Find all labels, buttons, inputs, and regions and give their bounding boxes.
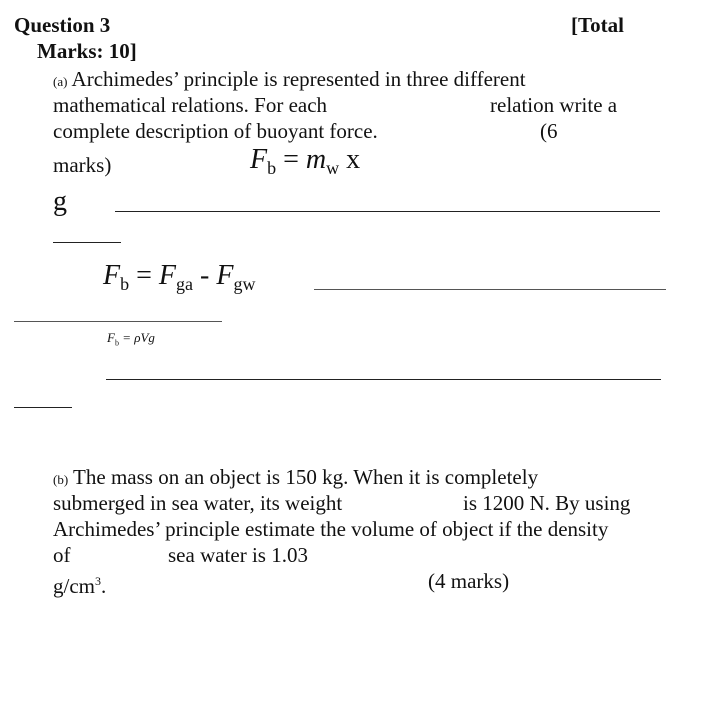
- part-a-line-1-text: Archimedes’ principle is represented in three different: [71, 67, 526, 91]
- formula-1-times: x: [339, 144, 361, 175]
- part-a-marks-open: (6: [540, 119, 558, 143]
- formula-3-lhs: F: [107, 330, 115, 345]
- question-title: Question 3: [14, 13, 111, 37]
- formula-2-lhs-sub: b: [120, 274, 130, 294]
- part-b-line-2-left: submerged in sea water, its weight: [53, 491, 343, 515]
- total-marks-label: [Total: [571, 13, 624, 37]
- part-b-line-2-right: is 1200 N. By using: [463, 491, 631, 515]
- formula-1-mass: m: [305, 144, 327, 175]
- part-a-marker: (a): [53, 74, 68, 89]
- formula-1-lhs: F: [250, 144, 268, 175]
- formula-2-term-1: F: [158, 260, 177, 291]
- formula-1-g: g: [53, 186, 67, 217]
- total-marks-value: Marks: 10]: [37, 39, 137, 63]
- part-a-line-2-left: mathematical relations. For each: [53, 93, 328, 117]
- answer-line-1: [115, 211, 660, 212]
- formula-2-term-1-sub: ga: [176, 274, 194, 294]
- part-b-line-3: Archimedes’ principle estimate the volume of object if the density: [53, 517, 609, 541]
- formula-density-volume: [107, 330, 155, 348]
- part-b-marks: (4 marks): [428, 569, 510, 593]
- formula-2-equals: =: [129, 260, 159, 291]
- formula-weight-difference: [103, 260, 255, 300]
- part-b-period: .: [101, 574, 107, 598]
- part-b-unit: g/cm: [53, 574, 95, 598]
- answer-line-2-continued: [14, 321, 222, 322]
- part-b-line-4-left: of: [53, 543, 71, 567]
- part-a-marks-close: marks): [53, 153, 112, 177]
- formula-2-term-2: F: [216, 260, 234, 291]
- answer-line-3-continued: [14, 407, 72, 408]
- part-b-line-1: [53, 464, 538, 493]
- formula-2-lhs: F: [103, 260, 121, 291]
- part-b-marker: (b): [53, 472, 69, 487]
- formula-1-mass-sub: w: [326, 158, 340, 178]
- formula-1-lhs-sub: b: [267, 158, 277, 178]
- formula-weight-of-fluid: [250, 144, 360, 184]
- part-b-line-1-text: The mass on an object is 150 kg. When it is completely: [73, 465, 539, 489]
- part-b-unit-exponent: 3: [95, 574, 101, 588]
- answer-line-2: [314, 289, 666, 290]
- part-b-line-4-right: sea water is 1.03: [168, 543, 308, 567]
- answer-line-3: [106, 379, 661, 380]
- answer-line-1-continued: [53, 242, 121, 243]
- part-a-line-3-left: complete description of buoyant force.: [53, 119, 378, 143]
- formula-3-lhs-sub: b: [114, 338, 119, 348]
- part-a-line-2-right: relation write a: [490, 93, 618, 117]
- part-a-line-1: [53, 66, 526, 95]
- part-b-line-5: [53, 568, 106, 599]
- formula-1-equals: =: [276, 144, 306, 175]
- formula-3-rhs: = ρVg: [118, 330, 155, 345]
- formula-2-minus: -: [193, 260, 217, 291]
- formula-2-term-2-sub: gw: [233, 274, 256, 294]
